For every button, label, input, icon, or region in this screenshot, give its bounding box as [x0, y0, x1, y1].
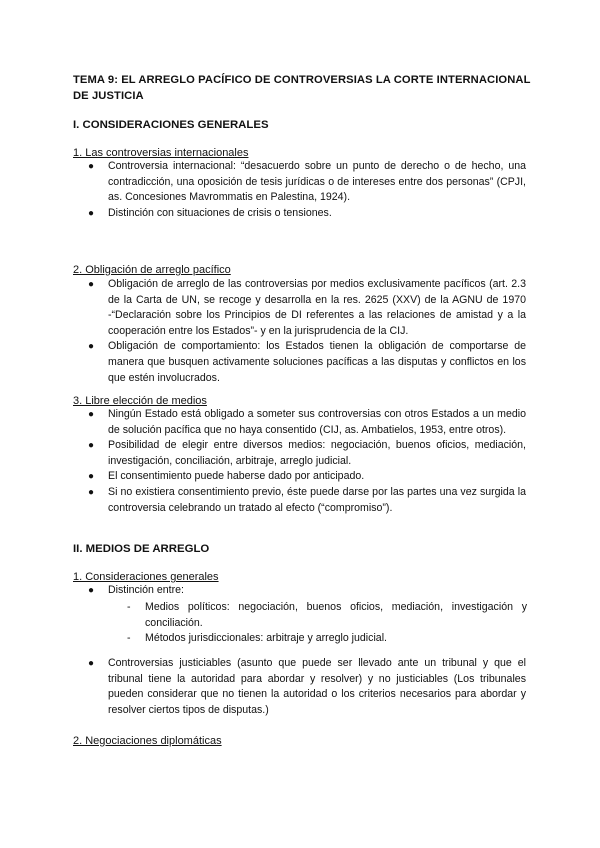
list-item: ● Obligación de comportamiento: los Estados tienen la obligación de comportarse de manera que busquen activamente soluciones pacíficas a las disputas y conflictos en los que estén involucrados. — [88, 340, 526, 384]
bullet-icon: ● — [88, 279, 95, 290]
list-item: ● Ningún Estado está obligado a someter sus controversias con otros Estados a un medio de solución pacífica que no haya consentido (CIJ, as. Ambatielos, 1953, entre otros). — [88, 408, 526, 436]
bullet-icon: ● — [88, 207, 95, 219]
bullet-icon: ● — [88, 161, 95, 172]
sub-list-item: - Medios políticos: negociación, buenos oficios, mediación, investigación y conciliación. — [127, 601, 527, 629]
list-item: ● Distinción con situaciones de crisis o tensiones. — [108, 206, 526, 222]
dash-list — [127, 600, 527, 647]
list-item: ● Si no existiera consentimiento previo, éste puede darse por las partes una vez surgida la controversia celebrando un tratado al efecto (“compromiso”). — [88, 485, 526, 514]
list-item: ● Posibilidad de elegir entre diversos medios: negociación, buenos oficios, mediación, investigación, conciliación, arbitraje, arreglo judicial. — [88, 439, 526, 467]
subsection-heading: 1. Las controversias internacionales — [73, 147, 249, 159]
bullet-list — [88, 407, 526, 516]
bullet-icon: ● — [88, 585, 95, 596]
sub-list-item: - Métodos jurisdiccionales: arbitraje y arreglo judicial. — [145, 631, 527, 647]
subsection-heading: 2. Obligación de arreglo pacífico — [73, 264, 231, 276]
bullet-icon: ● — [88, 658, 95, 669]
bullet-icon: ● — [88, 341, 95, 353]
subsection-heading: 2. Negociaciones diplomáticas — [73, 735, 222, 747]
bullet-list — [88, 656, 526, 718]
dash-icon: - — [127, 601, 131, 613]
bullet-icon: ● — [88, 486, 95, 498]
bullet-icon: ● — [88, 409, 95, 420]
section-heading: II. MEDIOS DE ARREGLO — [73, 543, 210, 555]
bullet-list — [88, 159, 526, 221]
subsection-heading: 1. Consideraciones generales — [73, 571, 219, 583]
bullet-list — [88, 583, 526, 599]
bullet-icon: ● — [88, 440, 95, 452]
subsection-heading: 3. Libre elección de medios — [73, 395, 207, 407]
list-item: ● El consentimiento puede haberse dado por anticipado. — [108, 469, 526, 485]
dash-icon: - — [127, 632, 131, 645]
bullet-icon: ● — [88, 471, 95, 483]
list-item: ● Controversia internacional: “desacuerdo sobre un punto de derecho o de hecho, una contradicción, una oposición de tesis jurídicas o de intereses entre dos personas” (CPJI, as. Concesiones Mavrommatis en Palestina, 1924). — [88, 160, 526, 204]
bullet-list — [88, 277, 526, 386]
list-item: ● Obligación de arreglo de las controversias por medios exclusivamente pacíficos (art. 2.3 de la Carta de UN, se recoge y desarrolla en la res. 2625 (XXV) de la AGNU de 1970 -“Declaración sobre los Principios de DI referentes a las relaciones de amistad y a la cooperación entre los Estados”- y en la jurisprudencia de la CIJ. — [88, 278, 526, 337]
list-item: ● Distinción entre: — [108, 583, 526, 599]
section-heading: I. CONSIDERACIONES GENERALES — [73, 119, 269, 131]
list-item: ● Controversias justiciables (asunto que puede ser llevado ante un tribunal y que el tribunal tiene la autoridad para abordar y resolver) y no justiciables (Los tribunales pueden considerar que no tienen la autoridad o los criterios necesarios para abordar y resolver ciertos tipos de disputas.) — [88, 657, 526, 716]
page-title: TEMA 9: EL ARREGLO PACÍFICO DE CONTROVERSIAS LA CORTE INTERNACIONAL DE JUSTICIA — [73, 74, 531, 102]
